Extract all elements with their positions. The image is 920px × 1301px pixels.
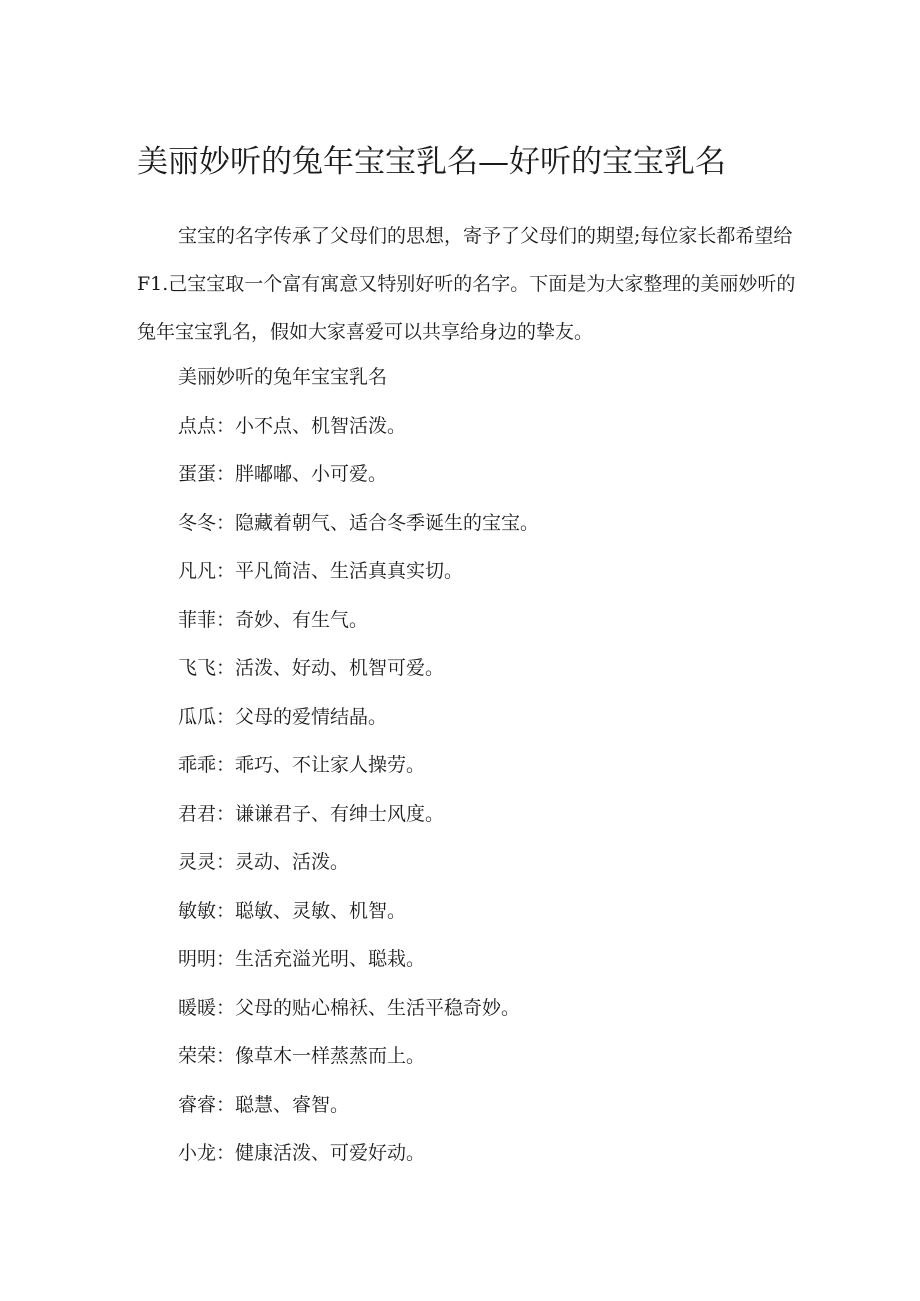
list-item: 菲菲：奇妙、有生气。 — [178, 608, 369, 631]
intro-paragraph — [137, 212, 797, 356]
list-item: 凡凡：平凡简洁、生活真真实切。 — [178, 560, 464, 582]
intro-text: 宝宝的名字传承了父母们的思想，寄予了父母们的期望;每位家长都希望给F1.己宝宝取一个富有寓意又特别好听的名字。下面是为大家整理的美丽妙听的兔年宝宝乳名，假如大家喜爱可以共享给身边的挚友。 — [137, 225, 796, 343]
document-title: 美丽妙听的兔年宝宝乳名—好听的宝宝乳名 — [137, 144, 726, 180]
list-item: 睿睿：聪慧、睿智。 — [178, 1093, 350, 1116]
list-item: 明明：生活充溢光明、聪栽。 — [178, 948, 426, 970]
list-item: 冬冬：隐藏着朝气、适合冬季诞生的宝宝。 — [178, 511, 540, 534]
list-item: 蛋蛋：胖嘟嘟、小可爱。 — [178, 463, 388, 485]
list-item: 点点：小不点、机智活泼。 — [178, 414, 407, 437]
list-item: 敏敏：聪敏、灵敏、机智。 — [178, 899, 407, 922]
list-item: 小龙：健康活泼、可爱好动。 — [178, 1142, 426, 1164]
list-item: 乖乖：乖巧、不让家人操劳。 — [178, 754, 426, 776]
list-item: 飞飞：活泼、好动、机智可爱。 — [178, 657, 445, 679]
list-item: 荣荣：像草木一样蒸蒸而上。 — [178, 1045, 426, 1067]
name-list — [178, 353, 798, 1178]
list-item: 暖暖：父母的贴心棉袄、生活平稳奇妙。 — [178, 996, 521, 1019]
list-item: 君君：谦谦君子、有绅士风度。 — [178, 802, 445, 825]
list-item: 灵灵：灵动、活泼。 — [178, 851, 350, 873]
list-item: 瓜瓜：父母的爱情结晶。 — [178, 705, 388, 728]
section-subheading: 美丽妙听的兔年宝宝乳名 — [178, 366, 388, 388]
